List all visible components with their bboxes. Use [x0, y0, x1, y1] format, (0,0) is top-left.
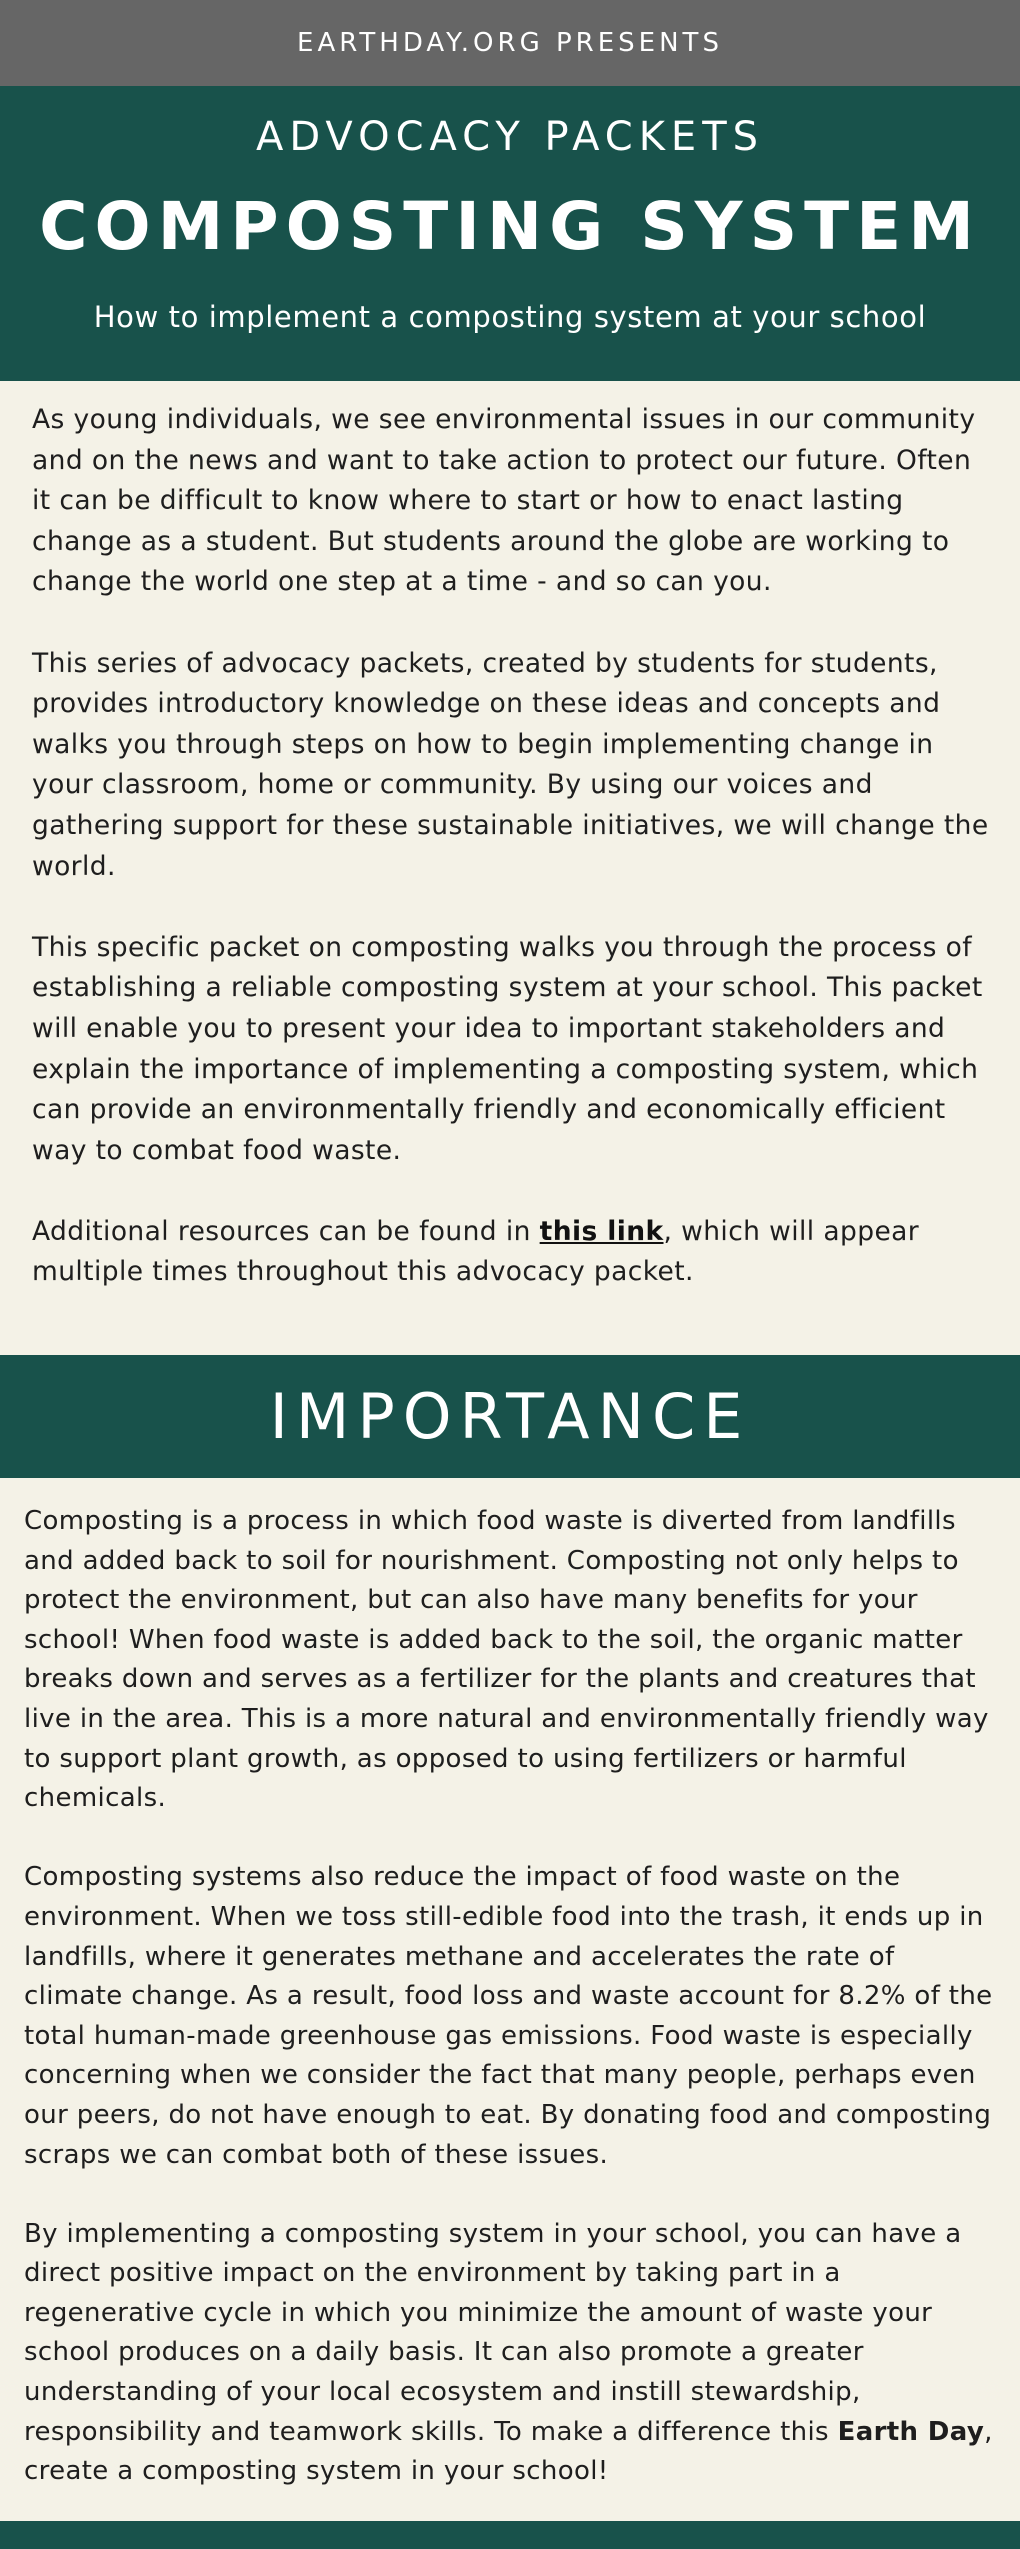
importance-paragraph-2: Composting systems also reduce the impact of food waste on the environment. When we toss still-edible food into the trash, it ends up in landfills, where it generates methane and accelerates the rate of climate change. As a result, food loss and waste account for 8.2% of the total human-made greenhouse gas emissions. Food waste is especially concerning when we consider the fact that many people, perhaps even our peers, do not have enough to eat. By donating food and composting scraps we can combat both of these issues.: [24, 1862, 993, 2170]
series-label: ADVOCACY PACKETS: [255, 114, 765, 160]
importance-paragraph-3-start: By implementing a composting system in your school, you can have a direct positive impact on the environment by taking part in a regenerative cycle in which you minimize the amount of waste your school produces on a daily basis. It can also promote a greater understanding of your local ecosystem and instill stewardship, responsibility and teamwork skills. To make a difference this: [24, 2218, 962, 2447]
intro-paragraph-2: This series of advocacy packets, created by students for students, provides introductory knowledge on these ideas and concepts and walks you through steps on how to begin implementing change in your classroom, home or community. By using our voices and gathering support for these sustainable initiatives, we will change the world.: [32, 647, 989, 882]
earth-day-emphasis: Earth Day: [837, 2416, 985, 2447]
importance-paragraph-1: Composting is a process in which food waste is diverted from landfills and added back to soil for nourishment. Composting not only helps to protect the environment, but can also have many benefits for your school! When food waste is added back to the soil, the organic matter breaks down and serves as a fertilizer for the plants and creatures that live in the area. This is a more natural and environmentally friendly way to support plant growth, as opposed to using fertilizers or harmful chemicals.: [24, 1506, 989, 1814]
intro-section: [32, 400, 998, 1293]
importance-heading-band: [0, 1355, 1020, 1478]
hero-banner: [0, 86, 1020, 381]
top-banner: [0, 0, 1020, 86]
importance-section: [24, 1502, 1000, 2492]
resources-link[interactable]: this link: [539, 1215, 664, 1247]
intro-paragraph-1: As young individuals, we see environmental issues in our community and on the news and want to take action to protect our future. Often it can be difficult to know where to start or how to enact lasting change as a student. But students around the globe are working to change the world one step at a time - and so can you.: [32, 404, 976, 598]
importance-paragraph-3-end: , create a composting system in your school!: [24, 2416, 993, 2487]
presenter-label: EARTHDAY.ORG PRESENTS: [297, 28, 723, 58]
intro-paragraph-4-end: , which will appear multiple times throughout this advocacy packet.: [32, 1215, 920, 1288]
intro-paragraph-3: This specific packet on composting walks you through the process of establishing a reliable composting system at your school. This packet will enable you to present your idea to important stakeholders and explain the importance of implementing a composting system, which can provide an environmentally friendly and economically efficient way to combat food waste.: [32, 931, 983, 1166]
page-subtitle: How to implement a composting system at your school: [93, 300, 927, 334]
intro-paragraph-4-start: Additional resources can be found in: [32, 1215, 540, 1247]
importance-paragraph-3: [24, 2215, 1000, 2492]
importance-heading: IMPORTANCE: [269, 1380, 751, 1453]
next-section-band: [0, 2521, 1020, 2549]
intro-paragraph-4: [32, 1212, 998, 1293]
page-title: COMPOSTING SYSTEM: [39, 188, 981, 265]
